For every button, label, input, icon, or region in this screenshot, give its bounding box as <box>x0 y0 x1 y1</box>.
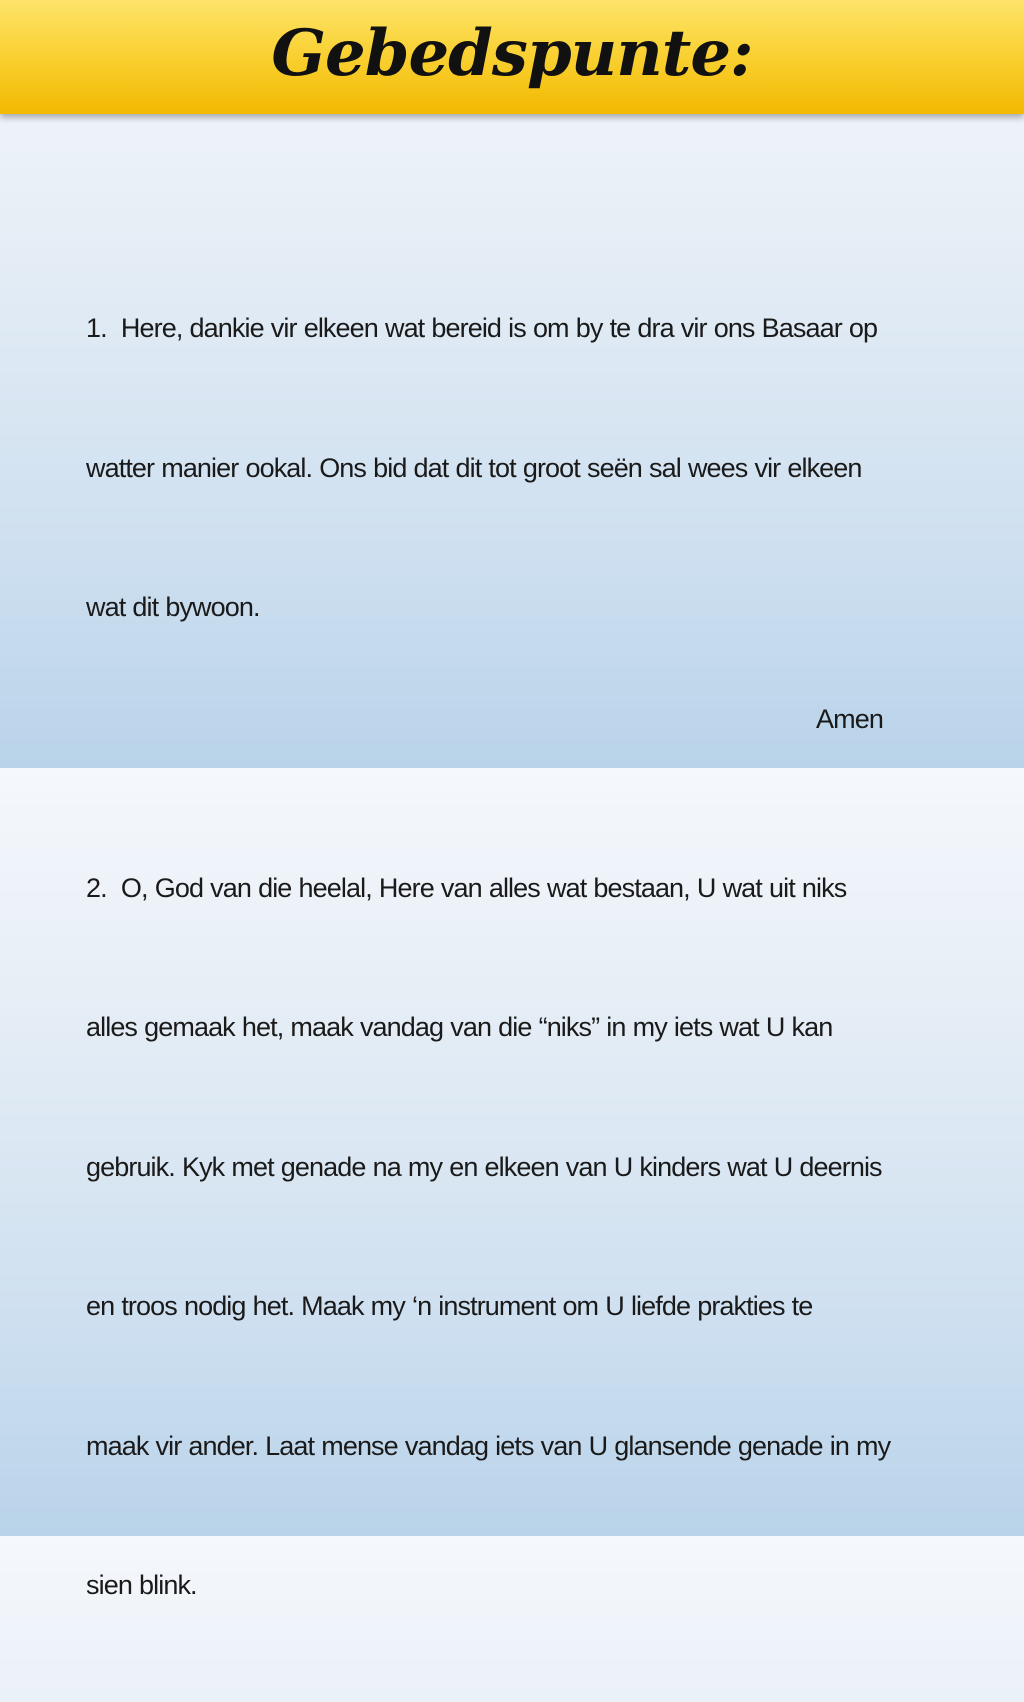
closing-amen: Amen <box>816 704 883 734</box>
text-line: wat dit bywoon. <box>86 592 260 622</box>
text-line: en troos nodig het. Maak my ‘n instrument om U liefde prakties te <box>86 1291 813 1321</box>
text-line: maak vir ander. Laat mense vandag iets van U glansende genade in my <box>86 1430 891 1461</box>
text-line: watter manier ookal. Ons bid dat dit tot groot seën sal wees vir elkeen <box>86 452 862 483</box>
slide-title: Gebedspunte: <box>271 16 753 91</box>
text-line: alles gemaak het, maak vandag van die “niks” in my iets wat U kan <box>86 1012 833 1042</box>
prayer-point-1 <box>86 212 966 724</box>
text-line: sien blink. <box>86 1570 197 1600</box>
text-line: 2. O, God van die heelal, Here van alles wat bestaan, U wat uit niks <box>86 872 847 903</box>
prayer-points <box>86 212 966 1702</box>
prayer-point-2 <box>86 772 966 1702</box>
text-line: gebruik. Kyk met genade na my en elkeen van U kinders wat U deernis <box>86 1151 882 1182</box>
text-line: 1. Here, dankie vir elkeen wat bereid is om by te dra vir ons Basaar op <box>86 313 878 343</box>
title-banner <box>0 0 1024 114</box>
